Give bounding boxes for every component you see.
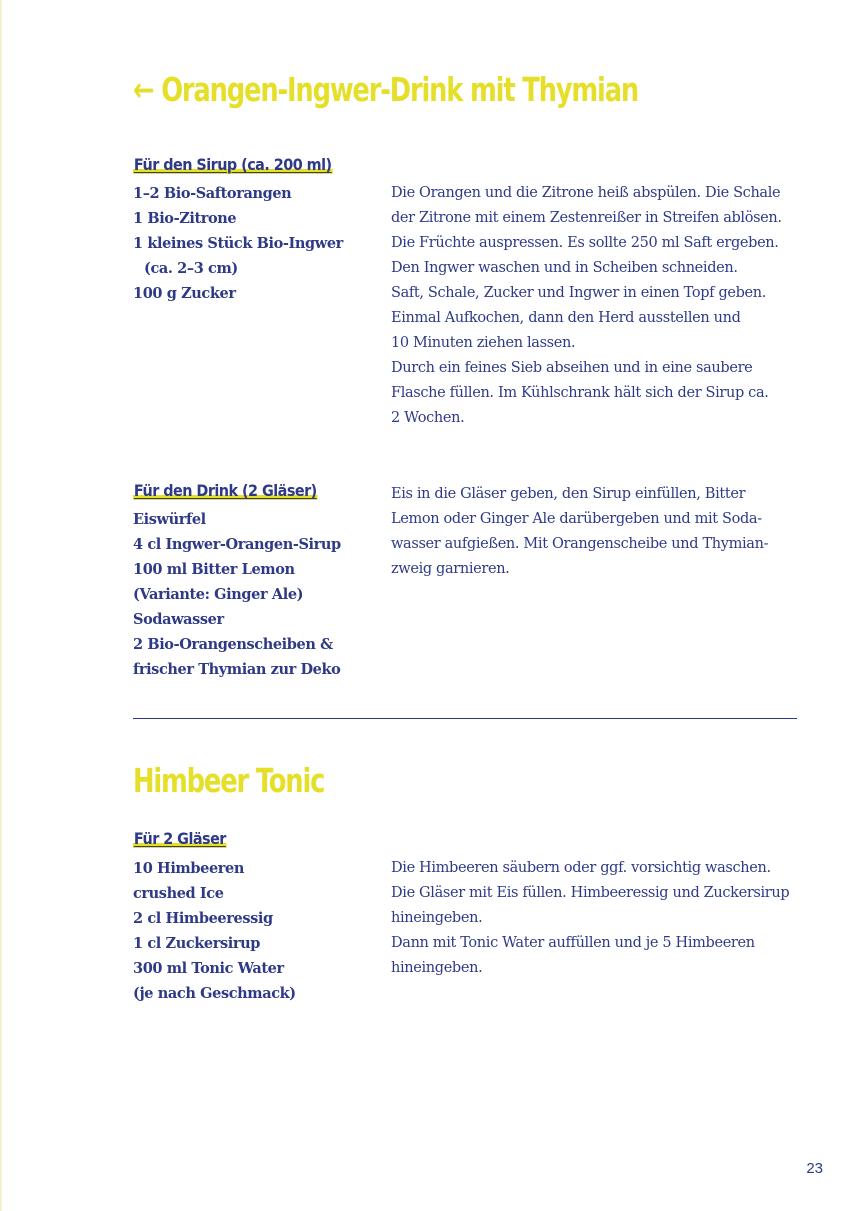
page-number: 23 bbox=[806, 1160, 823, 1177]
ingredient-item: 4 cl Ingwer-Orangen-Sirup bbox=[133, 536, 341, 553]
ingredient-item: 1–2 Bio-Saftorangen bbox=[133, 185, 292, 202]
step-line: Lemon oder Ginger Ale darübergeben und mit Soda- bbox=[391, 511, 762, 527]
ingredient-item: (Variante: Ginger Ale) bbox=[133, 586, 304, 603]
step-line: hineingeben. bbox=[391, 910, 483, 926]
ingredient-item: 2 Bio-Orangenscheiben & bbox=[133, 636, 333, 653]
ingredient-item: frischer Thymian zur Deko bbox=[133, 661, 341, 678]
step-line: 10 Minuten ziehen lassen. bbox=[391, 335, 576, 351]
syrup-heading: Für den Sirup (ca. 200 ml) bbox=[133, 155, 332, 174]
ingredient-item: 10 Himbeeren bbox=[133, 860, 244, 877]
step-line: Saft, Schale, Zucker und Ingwer in einen Topf geben. bbox=[391, 285, 767, 301]
ingredient-item: 1 kleines Stück Bio-Ingwer bbox=[133, 235, 343, 252]
recipe-title-himbeer-tonic: Himbeer Tonic bbox=[133, 761, 325, 800]
step-line: hineingeben. bbox=[391, 960, 483, 976]
drink-steps bbox=[391, 482, 768, 582]
page-edge bbox=[0, 0, 2, 1211]
step-line: Die Himbeeren säubern oder ggf. vorsichtig waschen. bbox=[391, 860, 771, 876]
step-line: zweig garnieren. bbox=[391, 561, 510, 577]
syrup-ingredients bbox=[133, 181, 343, 306]
ingredient-item: 1 Bio-Zitrone bbox=[133, 210, 237, 227]
syrup-steps bbox=[391, 181, 782, 431]
drink-ingredients bbox=[133, 507, 341, 682]
step-line: Den Ingwer waschen und in Scheiben schneiden. bbox=[391, 260, 738, 276]
step-line: Die Früchte auspressen. Es sollte 250 ml Saft ergeben. bbox=[391, 235, 779, 251]
step-line: Flasche füllen. Im Kühlschrank hält sich der Sirup ca. bbox=[391, 385, 769, 401]
step-line: wasser aufgießen. Mit Orangenscheibe und Thymian- bbox=[391, 536, 769, 552]
step-line: 2 Wochen. bbox=[391, 410, 465, 426]
glasses-heading: Für 2 Gläser bbox=[133, 829, 226, 848]
drink-heading: Für den Drink (2 Gläser) bbox=[133, 481, 317, 500]
ingredient-item: (ca. 2–3 cm) bbox=[144, 260, 238, 277]
tonic-ingredients bbox=[133, 856, 296, 1006]
step-line: Eis in die Gläser geben, den Sirup einfüllen, Bitter bbox=[391, 486, 746, 502]
ingredient-item: Sodawasser bbox=[133, 611, 224, 628]
step-line: Durch ein feines Sieb abseihen und in eine saubere bbox=[391, 360, 753, 376]
step-line: Einmal Aufkochen, dann den Herd ausstellen und bbox=[391, 310, 741, 326]
tonic-steps bbox=[391, 856, 789, 981]
ingredient-item: crushed Ice bbox=[133, 885, 224, 902]
step-line: Dann mit Tonic Water auffüllen und je 5 Himbeeren bbox=[391, 935, 755, 951]
back-arrow-icon[interactable]: ← bbox=[133, 70, 154, 109]
section-divider bbox=[133, 718, 797, 719]
ingredient-item: Eiswürfel bbox=[133, 511, 206, 528]
ingredient-item: (je nach Geschmack) bbox=[133, 985, 296, 1002]
step-line: Die Orangen und die Zitrone heiß abspülen. Die Schale bbox=[391, 185, 781, 201]
ingredient-item: 2 cl Himbeeressig bbox=[133, 910, 273, 927]
step-line: der Zitrone mit einem Zestenreißer in Streifen ablösen. bbox=[391, 210, 782, 226]
ingredient-item: 1 cl Zuckersirup bbox=[133, 935, 260, 952]
ingredient-item: 100 g Zucker bbox=[133, 285, 236, 302]
ingredient-item: 300 ml Tonic Water bbox=[133, 960, 284, 977]
recipe-title-orangen-ingwer bbox=[133, 70, 638, 110]
step-line: Die Gläser mit Eis füllen. Himbeeressig und Zuckersirup bbox=[391, 885, 790, 901]
ingredient-item: 100 ml Bitter Lemon bbox=[133, 561, 295, 578]
recipe-title-text: Orangen-Ingwer-Drink mit Thymian bbox=[161, 70, 639, 109]
